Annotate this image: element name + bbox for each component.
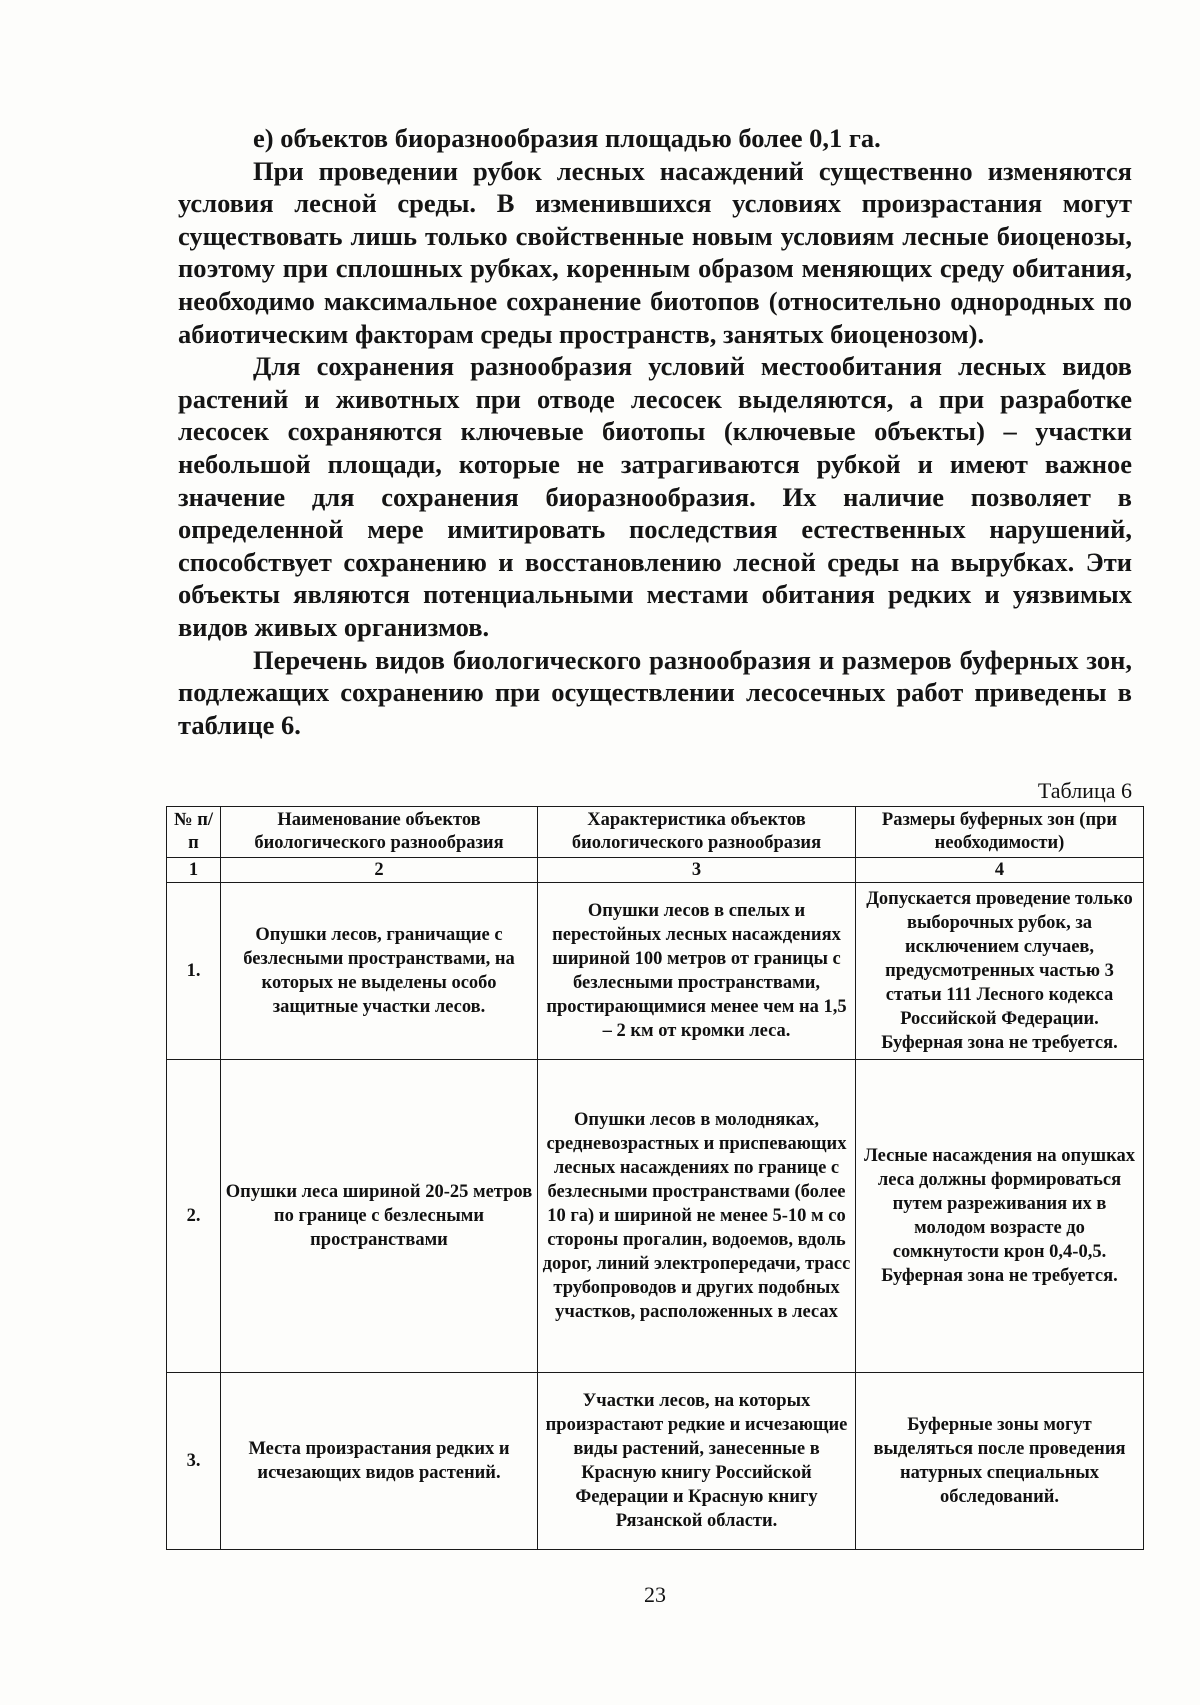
header-number: № п/п [167, 807, 221, 858]
column-number: 2 [221, 858, 538, 883]
row-buffer-zone: Допускается проведение только выборочных рубок, за исключением случаев, предусмотренных частью 3 статьи 111 Лесного кодекса Российской Федерации. Буферная зона не требуется. [856, 883, 1144, 1060]
row-characteristic: Участки лесов, на которых произрастают редкие и исчезающие виды растений, занесенные в Красную книгу Российской Федерации и Красную книгу Рязанской области. [538, 1373, 856, 1550]
column-number-row [167, 858, 1144, 883]
table-row [167, 1060, 1144, 1373]
table-row [167, 1373, 1144, 1550]
table-row [167, 883, 1144, 1060]
row-buffer-zone: Лесные насаждения на опушках леса должны формироваться путем разреживания их в молодом возрасте до сомкнутости крон 0,4-0,5. Буферная зона не требуется. [856, 1060, 1144, 1373]
row-characteristic: Опушки лесов в молодняках, средневозрастных и приспевающих лесных насаждениях по границе с безлесными пространствами (более 10 га) и шириной не менее 5-10 м со стороны прогалин, водоемов, вдоль дорог, линий электропередачи, трасс трубопроводов и других подобных участков, расположенных в лесах [538, 1060, 856, 1373]
row-number: 3. [167, 1373, 221, 1550]
row-object-name: Опушки леса шириной 20-25 метров по границе с безлесными пространствами [221, 1060, 538, 1373]
row-object-name: Опушки лесов, граничащие с безлесными пространствами, на которых не выделены особо защитные участки лесов. [221, 883, 538, 1060]
column-number: 3 [538, 858, 856, 883]
row-buffer-zone: Буферные зоны могут выделяться после проведения натурных специальных обследований. [856, 1373, 1144, 1550]
row-number: 2. [167, 1060, 221, 1373]
body-text [178, 122, 1132, 741]
paragraph-table-reference: Перечень видов биологического разнообразия и размеров буферных зон, подлежащих сохранению при осуществлении лесосечных работ приведены в таблице 6. [178, 644, 1132, 740]
row-object-name: Места произрастания редких и исчезающих видов растений. [221, 1373, 538, 1550]
table-header-row [167, 807, 1144, 858]
biodiversity-table [166, 806, 1144, 1550]
row-number: 1. [167, 883, 221, 1060]
table-caption: Таблица 6 [1037, 778, 1132, 803]
paragraph-item-e: е) объектов биоразнообразия площадью более 0,1 га. [253, 123, 881, 153]
paragraph-key-biotopes: Для сохранения разнообразия условий местообитания лесных видов растений и животных при отводе лесосек выделяются, а при разработке лесосек сохраняются ключевые биотопы (ключевые объекты) – участки небольшой площади, которые не затрагиваются рубкой и имеют важное значение для сохранения биоразнообразия. Их наличие позволяет в определенной мере имитировать последствия естественных нарушений, способствует сохранению и восстановлению лесной среды на вырубках. Эти объекты являются потенциальными местами обитания редких и уязвимых видов живых организмов. [178, 351, 1132, 642]
paragraph-logging-conditions: При проведении рубок лесных насаждений существенно изменяются условия лесной среды. В изменившихся условиях произрастания могут существовать лишь только свойственные новым условиям лесные биоценозы, поэтому при сплошных рубках, коренным образом меняющих среду обитания, необходимо максимальное сохранение биотопов (относительно однородных по абиотическим факторам среды пространств, занятых биоценозом). [178, 155, 1132, 349]
row-characteristic: Опушки лесов в спелых и перестойных лесных насаждениях шириной 100 метров от границы с безлесными пространствами, простирающимися менее чем на 1,5 – 2 км от кромки леса. [538, 883, 856, 1060]
page-number: 23 [644, 1582, 666, 1607]
header-characteristic: Характеристика объектов биологического разнообразия [538, 807, 856, 858]
column-number: 4 [856, 858, 1144, 883]
column-number: 1 [167, 858, 221, 883]
header-buffer-zone: Размеры буферных зон (при необходимости) [856, 807, 1144, 858]
header-object-name: Наименование объектов биологического разнообразия [221, 807, 538, 858]
